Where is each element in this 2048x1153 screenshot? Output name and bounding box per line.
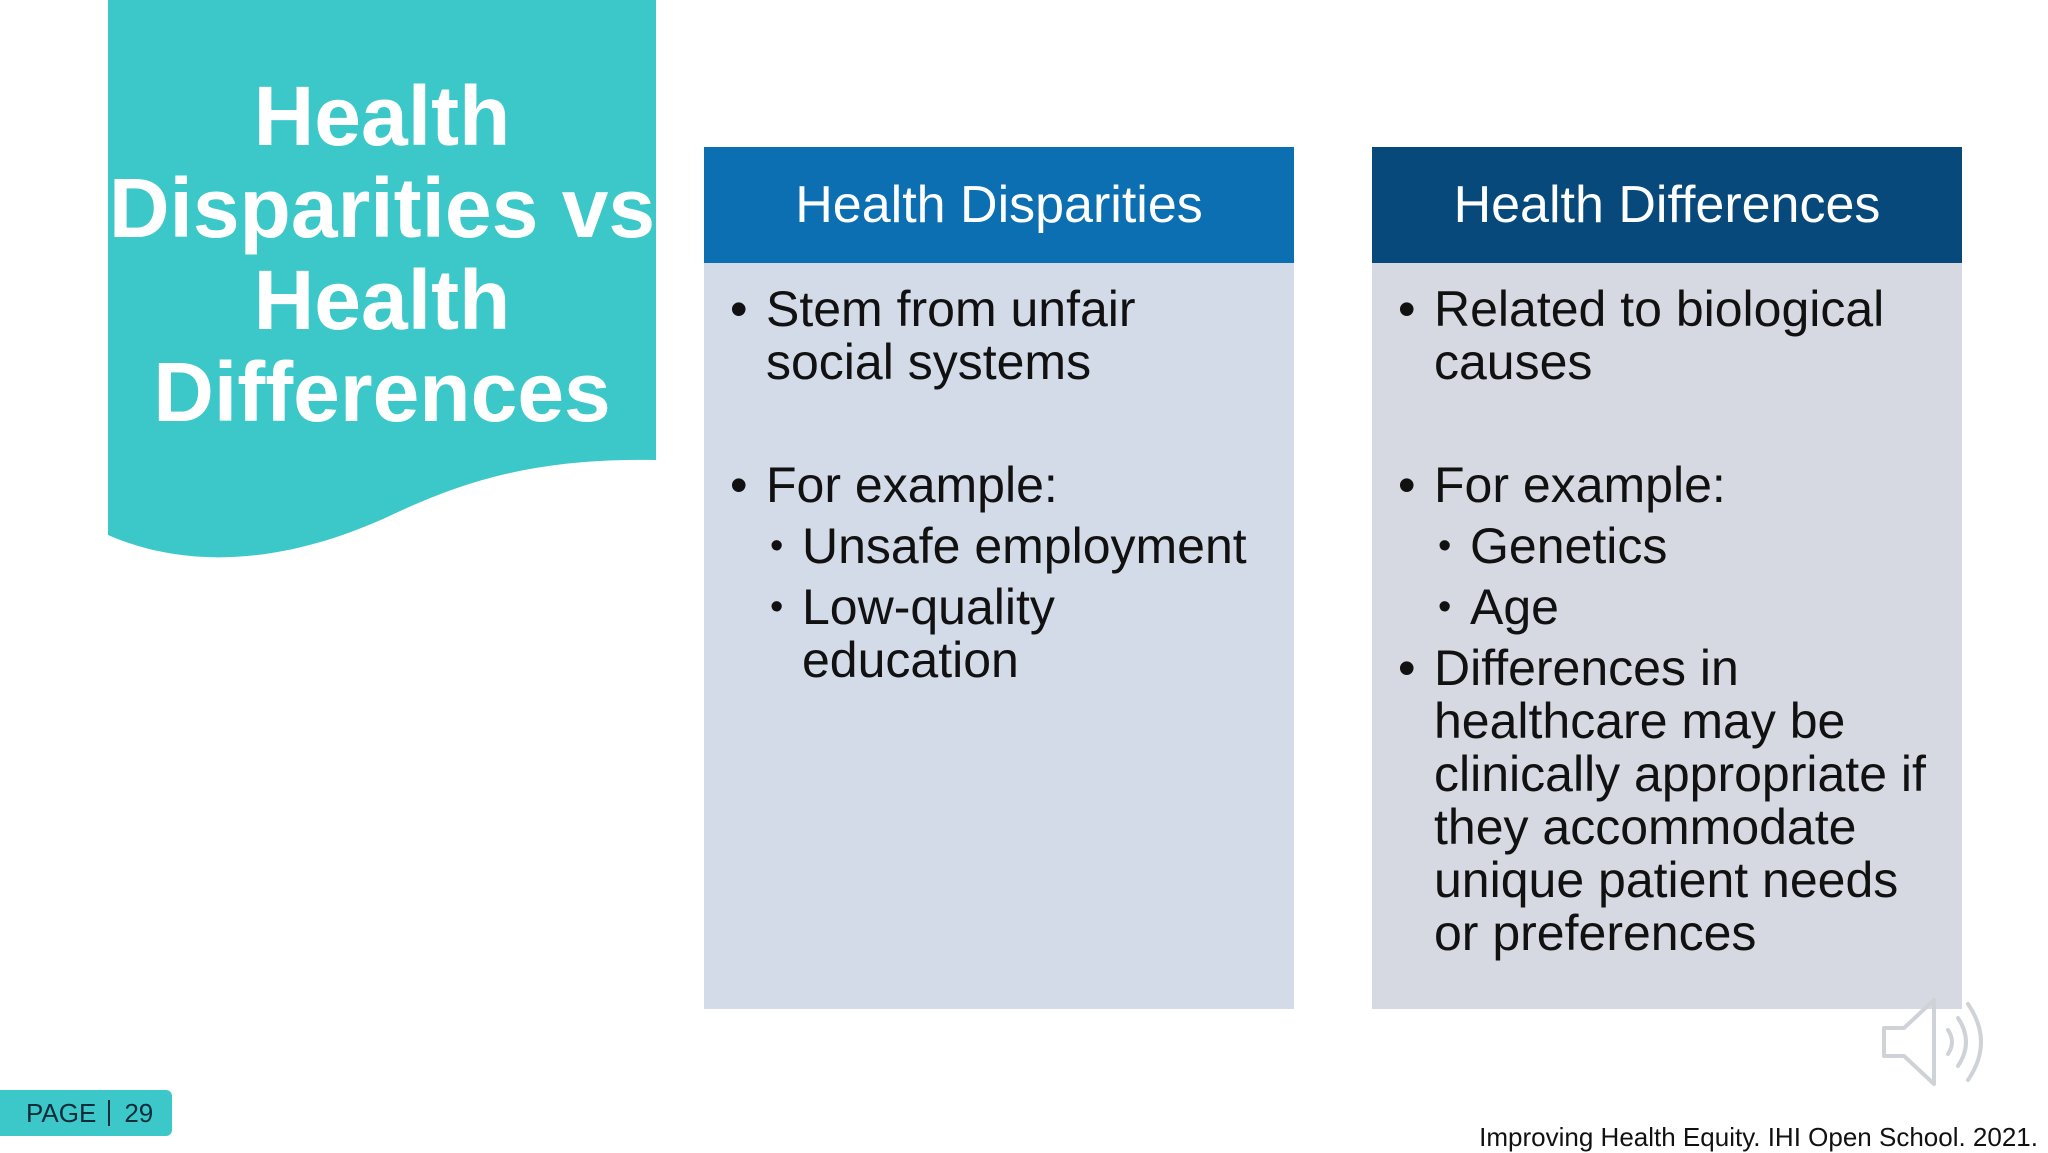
page-separator <box>108 1100 110 1126</box>
differences-column <box>1372 147 1962 1009</box>
citation: Improving Health Equity. IHI Open School. 2021. <box>1479 1122 2038 1152</box>
disparities-column <box>704 147 1294 1009</box>
disparities-bullet-2: • For example: <box>730 459 1274 512</box>
differences-bullet-3: • Differences in healthcare may be clinically appropriate if they accommodate unique patient needs or preferences <box>1398 642 1942 960</box>
title-banner <box>108 0 656 570</box>
speaker-icon[interactable] <box>1876 992 1996 1097</box>
disparities-sub-2: • Low-quality education <box>770 581 1274 687</box>
disparities-sub-1: • Unsafe employment <box>770 520 1274 573</box>
differences-bullet-1: • Related to biological causes <box>1398 283 1942 389</box>
page-number: 29 <box>124 1097 154 1128</box>
differences-header: Health Differences <box>1372 147 1962 263</box>
disparities-body <box>704 263 1294 687</box>
disparities-header: Health Disparities <box>704 147 1294 263</box>
page-badge <box>0 1090 172 1136</box>
differences-body <box>1372 263 1962 960</box>
slide-title: Health Disparities vs Health Differences <box>108 69 656 439</box>
disparities-bullet-1: • Stem from unfair social systems <box>730 283 1274 389</box>
page-label: PAGE <box>26 1097 97 1128</box>
differences-sub-1: • Genetics <box>1438 520 1942 573</box>
differences-sub-2: • Age <box>1438 581 1942 634</box>
differences-bullet-2: • For example: <box>1398 459 1942 512</box>
